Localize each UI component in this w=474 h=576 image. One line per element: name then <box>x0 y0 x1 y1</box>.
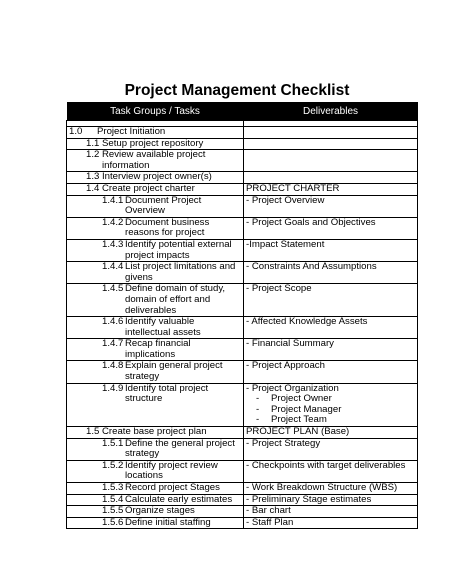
deliverable-label: - Project Goals and Objectives <box>246 216 376 228</box>
column-header-tasks: Task Groups / Tasks <box>67 102 244 121</box>
task-cell <box>67 483 244 495</box>
deliverable-cell <box>244 438 418 460</box>
task-entry <box>69 483 241 494</box>
task-entry <box>69 506 241 517</box>
table-row <box>67 217 418 239</box>
task-entry <box>69 518 241 529</box>
task-label: Define initial staffing <box>125 516 211 528</box>
sub-deliverable-label: Project Manager <box>271 403 342 415</box>
table-row <box>67 361 418 383</box>
task-label: Identify potential external project impacts <box>125 238 232 261</box>
task-number: 1.4.7 <box>102 338 124 350</box>
table-row <box>67 183 418 195</box>
task-label: Record project Stages <box>125 482 220 493</box>
task-cell <box>67 460 244 482</box>
task-number: 1.1 <box>86 137 100 149</box>
table-row <box>67 460 418 482</box>
checklist-table <box>66 102 418 529</box>
deliverable-label: -Impact Statement <box>246 238 325 250</box>
page-title: Project Management Checklist <box>124 82 350 99</box>
task-label: Identify valuable intellectual assets <box>125 316 201 338</box>
task-cell <box>67 383 244 426</box>
table-row <box>67 127 418 139</box>
task-label: Explain general project strategy <box>125 360 223 383</box>
table-row <box>67 506 418 518</box>
task-entry <box>69 439 241 460</box>
column-header-deliverables: Deliverables <box>244 102 418 121</box>
table-row <box>67 339 418 361</box>
task-label: Recap financial implications <box>125 338 191 360</box>
table-row <box>67 150 418 172</box>
task-cell <box>67 438 244 460</box>
task-label: Document business reasons for project <box>125 216 210 239</box>
deliverable-cell <box>244 183 418 195</box>
task-cell <box>67 195 244 217</box>
task-entry <box>69 284 241 316</box>
task-number: 1.5.6 <box>102 516 124 528</box>
deliverable-label: - Checkpoints with target deliverables <box>246 459 406 471</box>
deliverable-cell <box>244 517 418 529</box>
task-cell <box>67 183 244 195</box>
sub-deliverable-label: Project Team <box>271 414 327 426</box>
task-entry <box>69 184 241 195</box>
deliverable-cell <box>244 138 418 150</box>
task-entry <box>69 240 241 261</box>
bullet-dash: - <box>256 414 260 426</box>
task-cell <box>67 361 244 383</box>
task-number: 1.2 <box>86 149 100 161</box>
task-cell <box>67 506 244 518</box>
task-number: 1.5.4 <box>102 493 124 505</box>
task-number: 1.5.1 <box>102 437 124 449</box>
deliverable-label: - Constraints And Assumptions <box>246 261 377 273</box>
task-number: 1.4.4 <box>102 261 124 273</box>
bullet-dash: - <box>256 393 260 405</box>
task-label: Review available project information <box>102 149 206 171</box>
deliverable-label: - Bar chart <box>246 505 291 517</box>
task-label: Define domain of study, domain of effort and deliverables <box>125 283 226 316</box>
sub-deliverable <box>246 415 415 426</box>
table-row <box>67 284 418 317</box>
task-label: Project Initiation <box>97 126 166 137</box>
table-row <box>67 239 418 261</box>
task-entry <box>69 127 241 138</box>
task-cell <box>67 217 244 239</box>
deliverable-cell <box>244 217 418 239</box>
task-number: 1.3 <box>86 171 100 183</box>
task-label: Organize stages <box>125 505 195 517</box>
task-number: 1.4.3 <box>102 238 124 250</box>
task-label: List project limitations and givens <box>125 261 236 283</box>
deliverable-label: - Project Strategy <box>246 437 321 449</box>
deliverable-cell <box>244 339 418 361</box>
task-number: 1.5.2 <box>102 459 124 471</box>
task-number: 1.5 <box>86 426 100 438</box>
table-row <box>67 172 418 184</box>
task-entry <box>69 317 241 338</box>
task-cell <box>67 262 244 284</box>
task-cell <box>67 239 244 261</box>
table-row <box>67 138 418 150</box>
deliverable-cell <box>244 262 418 284</box>
task-number: 1.4.2 <box>102 216 124 228</box>
deliverable-label: - Staff Plan <box>246 516 294 528</box>
task-cell <box>67 317 244 339</box>
deliverable-cell <box>244 361 418 383</box>
deliverable-label: - Project Scope <box>246 283 312 295</box>
table-header <box>67 102 418 121</box>
deliverable-label: - Affected Knowledge Assets <box>246 316 368 328</box>
task-cell <box>67 150 244 172</box>
task-entry <box>69 427 241 438</box>
task-cell <box>67 127 244 139</box>
task-number: 1.4.9 <box>102 382 124 394</box>
deliverable-cell <box>244 317 418 339</box>
deliverable-cell <box>244 483 418 495</box>
deliverable-cell <box>244 239 418 261</box>
task-number: 1.4.6 <box>102 316 124 328</box>
deliverable-cell <box>244 506 418 518</box>
deliverable-cell <box>244 427 418 439</box>
task-entry <box>69 196 241 217</box>
task-label: Document Project Overview <box>125 194 202 217</box>
task-label: Define the general project strategy <box>125 437 235 460</box>
deliverable-label: PROJECT PLAN (Base) <box>246 426 350 438</box>
deliverable-cell <box>244 150 418 172</box>
deliverable-label: - Project Organization <box>246 382 339 394</box>
deliverable-cell <box>244 284 418 317</box>
task-cell <box>67 138 244 150</box>
task-label: Create project charter <box>102 182 195 194</box>
task-number: 1.4 <box>86 182 100 194</box>
table-row <box>67 195 418 217</box>
task-label: Calculate early estimates <box>125 493 233 505</box>
deliverable-label: - Financial Summary <box>246 338 334 350</box>
table-row <box>67 427 418 439</box>
deliverable-cell <box>244 494 418 506</box>
deliverable-cell <box>244 383 418 426</box>
table-row <box>67 517 418 529</box>
task-entry <box>69 172 241 183</box>
task-number: 1.4.5 <box>102 283 124 295</box>
table-row <box>67 383 418 426</box>
task-entry <box>69 339 241 360</box>
deliverable-label: - Project Approach <box>246 360 325 372</box>
task-entry <box>69 218 241 239</box>
task-entry <box>69 262 241 283</box>
deliverable-cell <box>244 460 418 482</box>
deliverable-label: - Project Overview <box>246 194 325 206</box>
deliverable-cell <box>244 195 418 217</box>
task-label: Setup project repository <box>102 137 204 149</box>
task-entry <box>69 361 241 382</box>
task-entry <box>69 139 241 150</box>
task-cell <box>67 172 244 184</box>
task-number: 1.4.1 <box>102 194 124 206</box>
table-row <box>67 494 418 506</box>
sub-deliverable-label: Project Owner <box>271 393 332 405</box>
task-cell <box>67 427 244 439</box>
bullet-dash: - <box>256 403 260 415</box>
task-label: Identify project review locations <box>125 459 218 482</box>
deliverable-cell <box>244 172 418 184</box>
task-number: 1.5.5 <box>102 505 124 517</box>
task-entry <box>69 461 241 482</box>
task-number: 1.0 <box>69 126 83 137</box>
deliverable-label: PROJECT CHARTER <box>246 182 340 194</box>
task-label: Identify total project structure <box>125 382 209 405</box>
task-cell <box>67 284 244 317</box>
task-label: Interview project owner(s) <box>102 171 212 183</box>
task-cell <box>67 517 244 529</box>
table-row <box>67 262 418 284</box>
deliverable-label: - Work Breakdown Structure (WBS) <box>246 482 398 493</box>
task-cell <box>67 339 244 361</box>
table-row <box>67 438 418 460</box>
table-row <box>67 483 418 495</box>
task-cell <box>67 494 244 506</box>
table-row <box>67 317 418 339</box>
deliverable-cell <box>244 127 418 139</box>
deliverable-label: - Preliminary Stage estimates <box>246 493 372 505</box>
task-entry <box>69 150 241 171</box>
task-label: Create base project plan <box>102 426 207 438</box>
task-number: 1.4.8 <box>102 360 124 372</box>
task-entry <box>69 495 241 506</box>
task-entry <box>69 384 241 405</box>
task-number: 1.5.3 <box>102 482 124 493</box>
